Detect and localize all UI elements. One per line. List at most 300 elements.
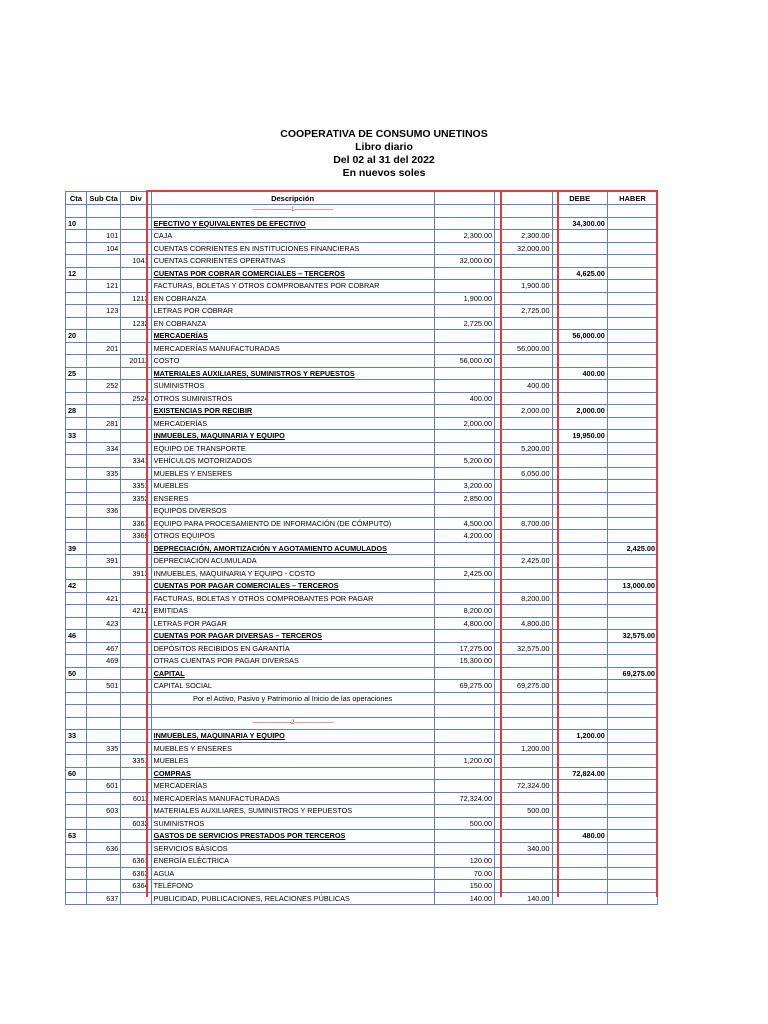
cell-haber (607, 655, 657, 668)
cell-debe (552, 455, 607, 468)
cell-description: EMITIDAS (151, 605, 434, 618)
cell-description: CAJA (151, 230, 434, 243)
cell-cta: 28 (66, 405, 87, 418)
cell-description: MERCADERÍAS (151, 780, 434, 793)
table-row (66, 780, 658, 793)
cell-debe (552, 492, 607, 505)
cell-amount-2: 4,800.00 (495, 617, 552, 630)
cell-div: 6011 (121, 792, 151, 805)
cell-cta (66, 467, 87, 480)
cell-debe (552, 817, 607, 830)
cell-amount-2: 2,425.00 (495, 555, 552, 568)
cell-debe (552, 855, 607, 868)
cell-subcta (86, 267, 120, 280)
cell-cta (66, 305, 87, 318)
account-title: MERCADERÍAS (151, 330, 434, 343)
cell-amount-2 (495, 692, 552, 705)
cell-haber (607, 205, 657, 218)
cell-cta (66, 617, 87, 630)
cell-description: OTROS EQUIPOS (151, 530, 434, 543)
cell-debe (552, 617, 607, 630)
cell-debe (552, 542, 607, 555)
cell-subcta: 252 (86, 380, 120, 393)
cell-description: MUEBLES (151, 755, 434, 768)
cell-amount-2 (495, 330, 552, 343)
table-row (66, 717, 658, 730)
cell-debe (552, 242, 607, 255)
cell-description: VEHÍCULOS MOTORIZADOS (151, 455, 434, 468)
cell-amount-2 (495, 430, 552, 443)
account-title: CUENTAS POR COBRAR COMERCIALES – TERCEROS (151, 267, 434, 280)
cell-amount-2 (495, 255, 552, 268)
cell-cta: 46 (66, 630, 87, 643)
cell-debe (552, 592, 607, 605)
cell-description: MERCADERÍAS MANUFACTURADAS (151, 342, 434, 355)
cell-amount-2 (495, 317, 552, 330)
cell-cta (66, 417, 87, 430)
cell-debe (552, 530, 607, 543)
cell-description: MATERIALES AUXILIARES, SUMINISTROS Y REPUESTOS (151, 805, 434, 818)
cell-amount-1 (434, 367, 495, 380)
cell-haber: 13,000.00 (607, 580, 657, 593)
cell-haber (607, 705, 657, 718)
cell-description: ENSERES (151, 492, 434, 505)
cell-amount-1 (434, 542, 495, 555)
account-title: INMUEBLES, MAQUINARIA Y EQUIPO (151, 430, 434, 443)
cell-subcta (86, 480, 120, 493)
table-row (66, 342, 658, 355)
cell-subcta (86, 367, 120, 380)
cell-cta (66, 780, 87, 793)
cell-amount-1 (434, 705, 495, 718)
cell-debe (552, 867, 607, 880)
cell-cta (66, 230, 87, 243)
book-title: Libro diario (355, 141, 413, 153)
cell-debe: 2,000.00 (552, 405, 607, 418)
cell-subcta: 335 (86, 467, 120, 480)
cell-amount-2: 1,900.00 (495, 280, 552, 293)
table-row (66, 867, 658, 880)
entry-separator: --------------------------2-------------------------- (151, 717, 434, 730)
cell-subcta (86, 517, 120, 530)
table-row (66, 542, 658, 555)
cell-debe (552, 792, 607, 805)
cell-debe (552, 892, 607, 905)
cell-description: AGUA (151, 867, 434, 880)
cell-amount-1 (434, 430, 495, 443)
col-header-debe: DEBE (552, 192, 607, 205)
cell-amount-1 (434, 630, 495, 643)
cell-amount-1: 17,275.00 (434, 642, 495, 655)
table-row (66, 555, 658, 568)
cell-amount-1: 8,200.00 (434, 605, 495, 618)
cell-amount-1: 1,200.00 (434, 755, 495, 768)
cell-amount-2: 500.00 (495, 805, 552, 818)
cell-subcta (86, 292, 120, 305)
cell-description: OTROS SUMINISTROS (151, 392, 434, 405)
cell-haber: 2,425.00 (607, 542, 657, 555)
cell-debe (552, 442, 607, 455)
cell-cta: 60 (66, 767, 87, 780)
table-row (66, 530, 658, 543)
cell-cta (66, 655, 87, 668)
cell-haber (607, 217, 657, 230)
account-title: CAPITAL (151, 667, 434, 680)
cell-cta (66, 255, 87, 268)
cell-amount-2 (495, 605, 552, 618)
cell-cta (66, 680, 87, 693)
cell-cta: 10 (66, 217, 87, 230)
cell-debe: 480.00 (552, 830, 607, 843)
cell-div: 6032 (121, 817, 151, 830)
cell-haber (607, 292, 657, 305)
cell-amount-2: 2,725.00 (495, 305, 552, 318)
cell-haber (607, 530, 657, 543)
cell-amount-2 (495, 767, 552, 780)
table-row (66, 755, 658, 768)
cell-description (151, 705, 434, 718)
table-row (66, 492, 658, 505)
cell-cta (66, 442, 87, 455)
cell-cta: 25 (66, 367, 87, 380)
cell-haber (607, 480, 657, 493)
cell-description: PUBLICIDAD, PUBLICACIONES, RELACIONES PÚBLICAS (151, 892, 434, 905)
cell-subcta (86, 542, 120, 555)
cell-haber (607, 780, 657, 793)
cell-description: ENERGÍA ELÉCTRICA (151, 855, 434, 868)
cell-debe (552, 755, 607, 768)
table-row (66, 455, 658, 468)
cell-amount-2 (495, 730, 552, 743)
cell-haber (607, 842, 657, 855)
cell-amount-2: 8,200.00 (495, 592, 552, 605)
cell-description: OTRAS CUENTAS POR PAGAR DIVERSAS (151, 655, 434, 668)
cell-cta: 39 (66, 542, 87, 555)
table-row (66, 430, 658, 443)
cell-haber (607, 680, 657, 693)
cell-amount-2: 8,700.00 (495, 517, 552, 530)
cell-cta (66, 455, 87, 468)
cell-haber (607, 605, 657, 618)
red-rule-top (146, 190, 658, 192)
cell-cta (66, 792, 87, 805)
cell-amount-2: 69,275.00 (495, 680, 552, 693)
table-row (66, 767, 658, 780)
cell-haber (607, 692, 657, 705)
cell-debe (552, 380, 607, 393)
cell-cta (66, 592, 87, 605)
cell-subcta (86, 792, 120, 805)
cell-amount-2: 72,324.00 (495, 780, 552, 793)
table-row (66, 442, 658, 455)
cell-amount-1: 4,800.00 (434, 617, 495, 630)
cell-amount-1 (434, 742, 495, 755)
cell-haber (607, 355, 657, 368)
cell-debe: 34,300.00 (552, 217, 607, 230)
col-header-descripcion: Descripción (151, 192, 434, 205)
cell-cta (66, 755, 87, 768)
cell-debe (552, 805, 607, 818)
cell-amount-1 (434, 267, 495, 280)
cell-description: DEPRECIACIÓN ACUMULADA (151, 555, 434, 568)
cell-amount-2: 340.00 (495, 842, 552, 855)
cell-amount-1: 150.00 (434, 880, 495, 893)
cell-amount-2: 140.00 (495, 892, 552, 905)
cell-amount-1: 2,850.00 (434, 492, 495, 505)
cell-cta (66, 805, 87, 818)
cell-subcta (86, 730, 120, 743)
cell-amount-1: 120.00 (434, 855, 495, 868)
cell-subcta: 281 (86, 417, 120, 430)
cell-description: DEPÓSITOS RECIBIDOS EN GARANTÍA (151, 642, 434, 655)
cell-haber (607, 717, 657, 730)
cell-subcta (86, 692, 120, 705)
table-row (66, 805, 658, 818)
cell-amount-2 (495, 392, 552, 405)
cell-haber (607, 430, 657, 443)
cell-debe: 56,000.00 (552, 330, 607, 343)
cell-amount-2 (495, 217, 552, 230)
cell-description: COSTO (151, 355, 434, 368)
table-row (66, 330, 658, 343)
cell-haber (607, 892, 657, 905)
cell-amount-1: 4,500.00 (434, 517, 495, 530)
cell-debe (552, 317, 607, 330)
table-row (66, 817, 658, 830)
cell-amount-1: 400.00 (434, 392, 495, 405)
cell-cta: 20 (66, 330, 87, 343)
cell-amount-2 (495, 367, 552, 380)
cell-subcta: 501 (86, 680, 120, 693)
cell-debe (552, 880, 607, 893)
cell-debe: 19,950.00 (552, 430, 607, 443)
table-row (66, 630, 658, 643)
cell-div: 1213 (121, 292, 151, 305)
cell-debe (552, 555, 607, 568)
cell-cta (66, 855, 87, 868)
cell-amount-1: 56,000.00 (434, 355, 495, 368)
account-title: EXISTENCIAS POR RECIBIR (151, 405, 434, 418)
cell-debe (552, 255, 607, 268)
cell-subcta (86, 455, 120, 468)
table-row (66, 405, 658, 418)
cell-amount-2 (495, 867, 552, 880)
cell-amount-2 (495, 817, 552, 830)
table-row (66, 655, 658, 668)
cell-subcta (86, 205, 120, 218)
cell-amount-1: 2,425.00 (434, 567, 495, 580)
cell-subcta (86, 580, 120, 593)
cell-amount-1 (434, 205, 495, 218)
cell-haber (607, 755, 657, 768)
cell-haber (607, 242, 657, 255)
cell-description: LETRAS POR PAGAR (151, 617, 434, 630)
cell-amount-2: 2,000.00 (495, 405, 552, 418)
cell-haber (607, 305, 657, 318)
cell-debe (552, 680, 607, 693)
account-title: EFECTIVO Y EQUIVALENTES DE EFECTIVO (151, 217, 434, 230)
table-row (66, 880, 658, 893)
cell-amount-2 (495, 717, 552, 730)
cell-haber (607, 255, 657, 268)
cell-subcta: 104 (86, 242, 120, 255)
cell-cta (66, 842, 87, 855)
cell-cta: 63 (66, 830, 87, 843)
cell-debe: 400.00 (552, 367, 607, 380)
cell-div: 6364 (121, 880, 151, 893)
cell-amount-1 (434, 442, 495, 455)
cell-haber (607, 455, 657, 468)
cell-debe: 4,625.00 (552, 267, 607, 280)
cell-haber (607, 342, 657, 355)
cell-amount-2 (495, 267, 552, 280)
cell-amount-1 (434, 780, 495, 793)
cell-haber (607, 417, 657, 430)
cell-div: 3913 (121, 567, 151, 580)
cell-debe (552, 467, 607, 480)
cell-div: 3369 (121, 530, 151, 543)
cell-amount-1 (434, 342, 495, 355)
cell-haber (607, 867, 657, 880)
cell-description: CAPITAL SOCIAL (151, 680, 434, 693)
red-rule-left (146, 190, 148, 897)
cell-amount-2 (495, 705, 552, 718)
cell-cta (66, 480, 87, 493)
cell-div: 1232 (121, 317, 151, 330)
cell-subcta (86, 567, 120, 580)
cell-subcta (86, 330, 120, 343)
account-title: MATERIALES AUXILIARES, SUMINISTROS Y REPUESTOS (151, 367, 434, 380)
table-row (66, 730, 658, 743)
col-header-cta: Cta (66, 192, 87, 205)
cell-debe (552, 342, 607, 355)
cell-amount-1 (434, 242, 495, 255)
cell-amount-2 (495, 505, 552, 518)
cell-subcta (86, 530, 120, 543)
cell-cta (66, 692, 87, 705)
cell-haber (607, 405, 657, 418)
cell-amount-2 (495, 480, 552, 493)
cell-haber (607, 442, 657, 455)
cell-amount-2 (495, 492, 552, 505)
cell-haber (607, 280, 657, 293)
cell-amount-1: 2,725.00 (434, 317, 495, 330)
cell-cta (66, 242, 87, 255)
cell-amount-1 (434, 580, 495, 593)
cell-subcta (86, 430, 120, 443)
cell-description: FACTURAS, BOLETAS Y OTROS COMPROBANTES POR COBRAR (151, 280, 434, 293)
cell-debe (552, 580, 607, 593)
cell-amount-1 (434, 592, 495, 605)
table-row (66, 480, 658, 493)
cell-amount-1: 4,200.00 (434, 530, 495, 543)
table-row (66, 392, 658, 405)
cell-cta (66, 517, 87, 530)
table-row (66, 230, 658, 243)
cell-debe (552, 692, 607, 705)
cell-haber (607, 230, 657, 243)
cell-amount-1 (434, 717, 495, 730)
red-rule-mid (557, 190, 559, 897)
cell-description: CUENTAS CORRIENTES OPERATIVAS (151, 255, 434, 268)
cell-div: 3351 (121, 480, 151, 493)
cell-description: EN COBRANZA (151, 292, 434, 305)
cell-amount-1 (434, 805, 495, 818)
cell-amount-2 (495, 417, 552, 430)
table-row (66, 317, 658, 330)
cell-cta: 12 (66, 267, 87, 280)
cell-subcta (86, 667, 120, 680)
cell-subcta: 336 (86, 505, 120, 518)
cell-amount-1 (434, 380, 495, 393)
cell-subcta: 201 (86, 342, 120, 355)
table-row (66, 842, 658, 855)
cell-amount-1 (434, 467, 495, 480)
cell-amount-1: 3,200.00 (434, 480, 495, 493)
cell-haber (607, 380, 657, 393)
cell-amount-2: 1,200.00 (495, 742, 552, 755)
cell-subcta: 421 (86, 592, 120, 605)
cell-div: 6363 (121, 867, 151, 880)
cell-haber (607, 392, 657, 405)
cell-description: SUMINISTROS (151, 817, 434, 830)
cell-cta (66, 317, 87, 330)
cell-amount-2: 32,575.00 (495, 642, 552, 655)
cell-amount-2 (495, 355, 552, 368)
table-row (66, 292, 658, 305)
table-row (66, 267, 658, 280)
cell-amount-1: 72,324.00 (434, 792, 495, 805)
account-title: DEPRECIACIÓN, AMORTIZACIÓN Y AGOTAMIENTO ACUMULADOS (151, 542, 434, 555)
cell-cta (66, 705, 87, 718)
cell-subcta: 636 (86, 842, 120, 855)
cell-amount-1 (434, 767, 495, 780)
table-header-row (66, 192, 658, 205)
cell-debe (552, 280, 607, 293)
cell-amount-1: 69,275.00 (434, 680, 495, 693)
cell-haber (607, 880, 657, 893)
cell-amount-1: 15,300.00 (434, 655, 495, 668)
entry-gloss: Por el Activo, Pasivo y Patrimonio al Inicio de las operaciones (151, 692, 434, 705)
cell-description: SUMINISTROS (151, 380, 434, 393)
table-row (66, 642, 658, 655)
table-row (66, 892, 658, 905)
cell-amount-1 (434, 405, 495, 418)
cell-amount-1: 5,200.00 (434, 455, 495, 468)
cell-div: 20111 (121, 355, 151, 368)
cell-amount-2 (495, 542, 552, 555)
cell-cta (66, 642, 87, 655)
cell-cta (66, 567, 87, 580)
cell-haber (607, 792, 657, 805)
cell-subcta: 335 (86, 742, 120, 755)
cell-cta (66, 742, 87, 755)
cell-description: MERCADERÍAS MANUFACTURADAS (151, 792, 434, 805)
cell-subcta (86, 492, 120, 505)
cell-cta (66, 342, 87, 355)
table-row (66, 705, 658, 718)
cell-haber (607, 830, 657, 843)
cell-amount-1: 500.00 (434, 817, 495, 830)
cell-debe (552, 705, 607, 718)
table-row (66, 605, 658, 618)
cell-cta (66, 530, 87, 543)
cell-haber (607, 730, 657, 743)
cell-description: EQUIPOS DIVERSOS (151, 505, 434, 518)
table-row (66, 280, 658, 293)
cell-cta (66, 492, 87, 505)
cell-amount-1: 70.00 (434, 867, 495, 880)
